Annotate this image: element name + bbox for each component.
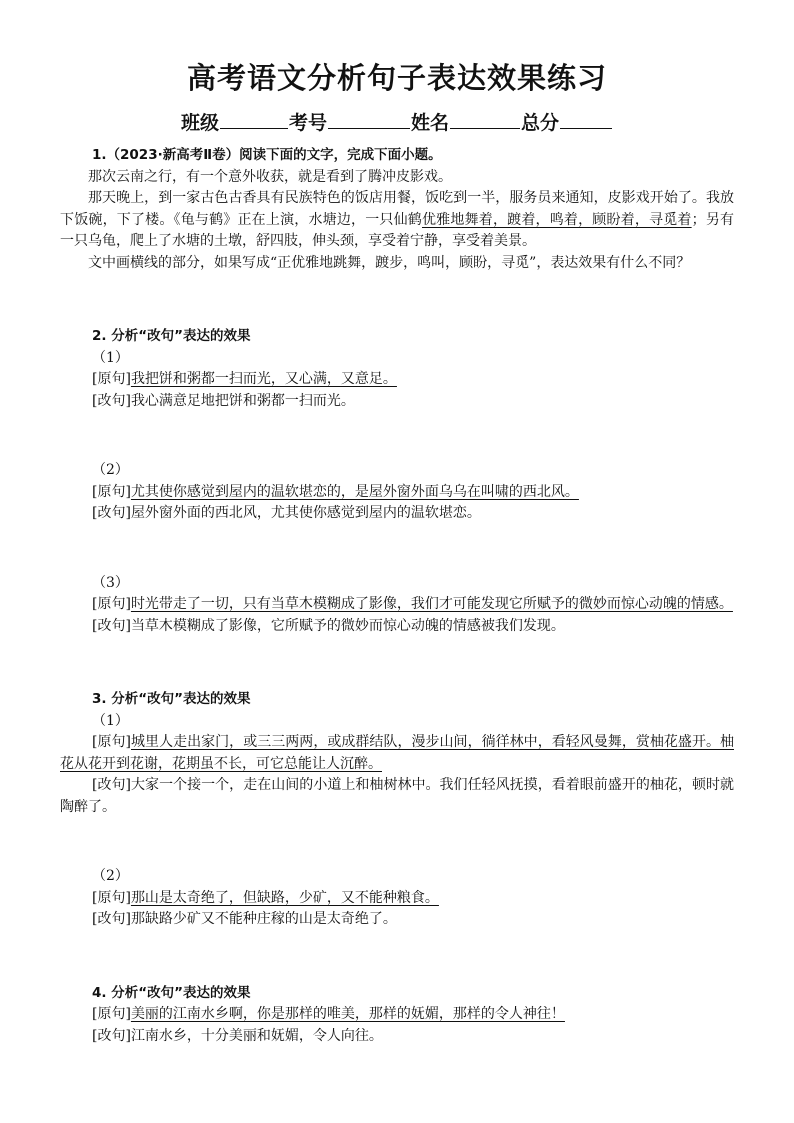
worksheet-page bbox=[60, 58, 734, 1047]
item-number: （2） bbox=[92, 868, 129, 884]
question-4 bbox=[60, 983, 734, 1048]
item-number: （1） bbox=[92, 349, 129, 366]
page-title: 高考语文分析句子表达效果练习 bbox=[186, 61, 607, 95]
score-blank[interactable] bbox=[560, 108, 612, 129]
exam-no-blank[interactable] bbox=[328, 108, 410, 129]
revised-sentence bbox=[60, 1026, 734, 1048]
question-3 bbox=[60, 689, 734, 931]
original-text: 城里人走出家门，或三三两两，或成群结队，漫步山间，徜徉林中，看轻风曼舞，赏柚花盛开。柚花从花开到花谢，花期虽不长，可它总能让人沉醉。 bbox=[60, 734, 734, 772]
revised-text: 江南水乡，十分美丽和妩媚，令人向往。 bbox=[130, 1027, 383, 1044]
original-tag: [原句] bbox=[92, 371, 131, 387]
question-prompt: 文中画横线的部分，如果写成“正优雅地跳舞，踱步，鸣叫，顾盼，寻觅”，表达效果有什么不同？ bbox=[88, 254, 691, 271]
underlined-phrase: 优雅地舞着，踱着，鸣着，顾盼着，寻觅着 bbox=[421, 211, 692, 228]
student-info-line bbox=[60, 108, 734, 137]
passage-text: 那天晚上，到一家古色古香具有民族特色的饭店用餐，饭吃到一半，服务员来通知，皮影戏开始了。我放下饭碗，下了楼。《龟与鹤》正在上演，水塘边，一只仙鹤 bbox=[60, 190, 734, 228]
passage-paragraph: 那次云南之行，有一个意外收获，就是看到了腾冲皮影戏。 bbox=[88, 168, 452, 185]
item-number: （1） bbox=[92, 712, 129, 729]
revised-text: 那缺路少矿又不能种庄稼的山是太奇绝了。 bbox=[130, 911, 397, 927]
original-text: 那山是太奇绝了，但缺路，少矿，又不能种粮食。 bbox=[130, 889, 439, 906]
original-tag: [原句] bbox=[92, 1006, 131, 1022]
score-label: 总分 bbox=[521, 112, 560, 134]
question-2-heading: 2. 分析“改句”表达的效果 bbox=[92, 328, 251, 344]
revised-tag: [改句] bbox=[92, 617, 131, 634]
question-4-heading: 4. 分析“改句”表达的效果 bbox=[92, 984, 251, 1001]
original-sentence bbox=[60, 482, 734, 504]
revised-text: 当草木模糊成了影像，它所赋予的微妙而惊心动魄的情感被我们发现。 bbox=[130, 617, 565, 634]
revised-tag: [改句] bbox=[92, 392, 131, 409]
revised-sentence bbox=[60, 909, 734, 931]
question-1-heading: 1.（2023·新高考Ⅱ卷）阅读下面的文字，完成下面小题。 bbox=[92, 147, 442, 163]
revised-tag: [改句] bbox=[92, 777, 131, 793]
question-1 bbox=[60, 145, 734, 274]
revised-sentence bbox=[60, 391, 734, 413]
exam-no-label: 考号 bbox=[288, 112, 327, 134]
revised-tag: [改句] bbox=[92, 1027, 131, 1044]
revised-sentence bbox=[60, 616, 734, 638]
original-text: 我把饼和粥都一扫而光，又心满，又意足。 bbox=[130, 371, 397, 387]
passage-paragraph bbox=[60, 188, 734, 253]
original-tag: [原句] bbox=[92, 596, 131, 612]
revised-sentence bbox=[60, 775, 734, 818]
revised-sentence bbox=[60, 503, 734, 525]
question-2 bbox=[60, 326, 734, 637]
original-sentence bbox=[60, 369, 734, 391]
revised-text: 屋外窗外面的西北风，尤其使你感觉到屋内的温软堪恋。 bbox=[130, 505, 481, 521]
original-sentence bbox=[60, 594, 734, 616]
original-tag: [原句] bbox=[92, 483, 131, 500]
passage-text: ；另有一只乌龟，爬上了水塘的土墩，舒四肢，伸头颈，享受着宁静，享受着美景。 bbox=[60, 211, 735, 249]
class-label: 班级 bbox=[180, 112, 219, 134]
original-text: 尤其使你感觉到屋内的温软堪恋的，是屋外窗外面乌乌在叫啸的西北风。 bbox=[130, 483, 579, 500]
revised-text: 大家一个接一个，走在山间的小道上和柚树林中。我们任轻风抚摸，看着眼前盛开的柚花，顿时就陶醉了。 bbox=[60, 777, 734, 815]
original-tag: [原句] bbox=[92, 734, 131, 750]
original-sentence bbox=[60, 732, 734, 775]
original-text: 时光带走了一切，只有当草木模糊成了影像，我们才可能发现它所赋予的微妙而惊心动魄的情感。 bbox=[130, 596, 733, 612]
original-sentence bbox=[60, 1004, 734, 1026]
name-label: 姓名 bbox=[411, 112, 450, 134]
original-tag: [原句] bbox=[92, 889, 131, 906]
original-text: 美丽的江南水乡啊，你是那样的唯美，那样的妩媚，那样的令人神往！ bbox=[130, 1006, 565, 1022]
revised-tag: [改句] bbox=[92, 911, 131, 927]
revised-text: 我心满意足地把饼和粥都一扫而光。 bbox=[130, 392, 355, 409]
question-3-heading: 3. 分析“改句”表达的效果 bbox=[92, 691, 251, 707]
original-sentence bbox=[60, 888, 734, 910]
class-blank[interactable] bbox=[220, 108, 288, 129]
item-number: （3） bbox=[92, 574, 129, 591]
name-blank[interactable] bbox=[450, 108, 520, 129]
revised-tag: [改句] bbox=[92, 505, 131, 521]
item-number: （2） bbox=[92, 462, 129, 478]
